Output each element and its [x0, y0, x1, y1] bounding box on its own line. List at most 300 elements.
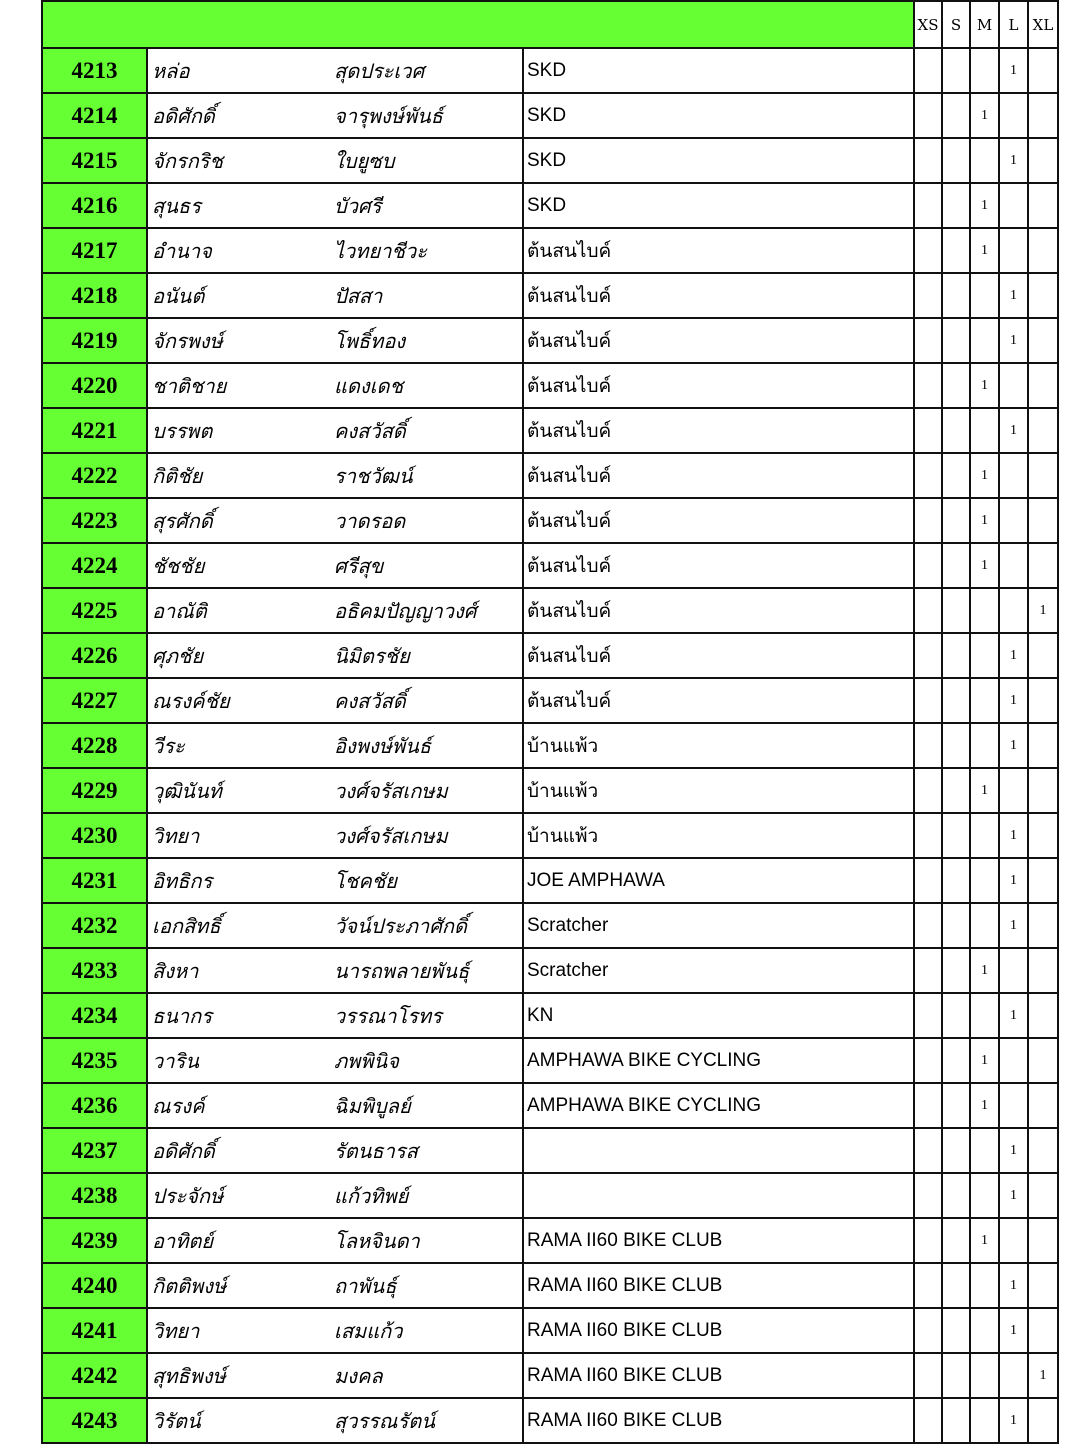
size-m-cell [970, 273, 999, 318]
table-row [42, 588, 1058, 633]
first-name: ณรงค์ [147, 1083, 334, 1128]
size-xl-cell [1028, 138, 1058, 183]
size-xs-cell [914, 498, 942, 543]
size-xs-cell [914, 1218, 942, 1263]
bib-number: 4225 [42, 588, 147, 633]
size-l-cell [999, 1083, 1028, 1128]
size-xl-cell [1028, 543, 1058, 588]
size-l-cell: 1 [999, 273, 1028, 318]
size-m-cell: 1 [970, 1038, 999, 1083]
size-l-cell: 1 [999, 1128, 1028, 1173]
last-name: คงสวัสดิ์ [334, 408, 523, 453]
bib-number: 4224 [42, 543, 147, 588]
bib-number: 4214 [42, 93, 147, 138]
size-xl-cell [1028, 903, 1058, 948]
size-l-cell [999, 183, 1028, 228]
last-name: วรรณาโรทร [334, 993, 523, 1038]
table-row [42, 228, 1058, 273]
size-xs-cell [914, 948, 942, 993]
size-xl-cell [1028, 948, 1058, 993]
size-xs-cell [914, 318, 942, 363]
size-header-m: M [970, 1, 999, 48]
bib-number: 4237 [42, 1128, 147, 1173]
table-row [42, 453, 1058, 498]
size-xl-cell [1028, 1128, 1058, 1173]
size-xl-cell [1028, 1263, 1058, 1308]
bib-number: 4223 [42, 498, 147, 543]
first-name: อดิศักดิ์ [147, 93, 334, 138]
first-name: สุรศักดิ์ [147, 498, 334, 543]
size-l-cell [999, 93, 1028, 138]
first-name: อนันต์ [147, 273, 334, 318]
first-name: อำนาจ [147, 228, 334, 273]
last-name: จารุพงษ์พันธ์ [334, 93, 523, 138]
first-name: สุทธิพงษ์ [147, 1353, 334, 1398]
size-l-cell: 1 [999, 1173, 1028, 1218]
table-row [42, 633, 1058, 678]
bib-number: 4239 [42, 1218, 147, 1263]
table-row [42, 993, 1058, 1038]
size-xs-cell [914, 363, 942, 408]
first-name: ชาติชาย [147, 363, 334, 408]
table-row [42, 948, 1058, 993]
bib-number: 4228 [42, 723, 147, 768]
size-l-cell: 1 [999, 858, 1028, 903]
size-l-cell: 1 [999, 903, 1028, 948]
size-l-cell [999, 453, 1028, 498]
club-name: บ้านแพ้ว [523, 723, 914, 768]
size-l-cell: 1 [999, 138, 1028, 183]
size-s-cell [942, 318, 970, 363]
size-m-cell [970, 678, 999, 723]
size-l-cell: 1 [999, 723, 1028, 768]
size-l-cell: 1 [999, 1398, 1028, 1443]
first-name: วิทยา [147, 813, 334, 858]
size-xl-cell [1028, 1038, 1058, 1083]
size-l-cell: 1 [999, 318, 1028, 363]
size-l-cell [999, 1353, 1028, 1398]
size-xl-cell [1028, 1173, 1058, 1218]
size-s-cell [942, 183, 970, 228]
club-name: KN [523, 993, 914, 1038]
table-row [42, 723, 1058, 768]
first-name: ณรงค์ชัย [147, 678, 334, 723]
last-name: เสมแก้ว [334, 1308, 523, 1353]
size-xl-cell [1028, 1218, 1058, 1263]
size-xs-cell [914, 1398, 942, 1443]
bib-number: 4234 [42, 993, 147, 1038]
bib-number: 4216 [42, 183, 147, 228]
size-s-cell [942, 228, 970, 273]
bib-number: 4220 [42, 363, 147, 408]
size-m-cell [970, 138, 999, 183]
club-name: RAMA II60 BIKE CLUB [523, 1263, 914, 1308]
size-xs-cell [914, 1308, 942, 1353]
last-name: มงคล [334, 1353, 523, 1398]
first-name: หล่อ [147, 48, 334, 93]
last-name: วัจน์ประภาศักดิ์ [334, 903, 523, 948]
size-s-cell [942, 678, 970, 723]
last-name: อธิคมปัญญาวงศ์ [334, 588, 523, 633]
bib-number: 4221 [42, 408, 147, 453]
first-name: วาริน [147, 1038, 334, 1083]
club-name: RAMA II60 BIKE CLUB [523, 1353, 914, 1398]
club-name: SKD [523, 183, 914, 228]
last-name: โพธิ์ทอง [334, 318, 523, 363]
club-name: ต้นสนไบค์ [523, 498, 914, 543]
first-name: จักรกริช [147, 138, 334, 183]
size-m-cell [970, 1173, 999, 1218]
bib-number: 4217 [42, 228, 147, 273]
size-l-cell: 1 [999, 678, 1028, 723]
bib-number: 4226 [42, 633, 147, 678]
size-xs-cell [914, 93, 942, 138]
size-xs-cell [914, 408, 942, 453]
first-name: ชัชชัย [147, 543, 334, 588]
size-m-cell: 1 [970, 93, 999, 138]
size-l-cell [999, 948, 1028, 993]
bib-number: 4236 [42, 1083, 147, 1128]
bib-number: 4235 [42, 1038, 147, 1083]
size-s-cell [942, 1083, 970, 1128]
size-m-cell [970, 1263, 999, 1308]
last-name: ราชวัฒน์ [334, 453, 523, 498]
club-name: บ้านแพ้ว [523, 768, 914, 813]
last-name: แดงเดช [334, 363, 523, 408]
size-m-cell [970, 318, 999, 363]
table-row [42, 1308, 1058, 1353]
last-name: วงศ์จรัสเกษม [334, 813, 523, 858]
club-name: RAMA II60 BIKE CLUB [523, 1218, 914, 1263]
size-xs-cell [914, 138, 942, 183]
table-row [42, 93, 1058, 138]
size-l-cell: 1 [999, 993, 1028, 1038]
club-name [523, 1173, 914, 1218]
first-name: วีระ [147, 723, 334, 768]
bib-number: 4229 [42, 768, 147, 813]
table-row [42, 543, 1058, 588]
size-xs-cell [914, 903, 942, 948]
size-s-cell [942, 993, 970, 1038]
size-xs-cell [914, 723, 942, 768]
last-name: ปัสสา [334, 273, 523, 318]
size-xl-cell [1028, 1308, 1058, 1353]
size-s-cell [942, 1128, 970, 1173]
size-header-xs: XS [914, 1, 942, 48]
size-l-cell: 1 [999, 633, 1028, 678]
club-name: ต้นสนไบค์ [523, 363, 914, 408]
size-xl-cell [1028, 858, 1058, 903]
last-name: วงศ์จรัสเกษม [334, 768, 523, 813]
size-xs-cell [914, 1083, 942, 1128]
size-m-cell: 1 [970, 453, 999, 498]
last-name: รัตนธารส [334, 1128, 523, 1173]
table-row [42, 678, 1058, 723]
size-s-cell [942, 588, 970, 633]
table-row [42, 318, 1058, 363]
size-m-cell [970, 633, 999, 678]
size-xs-cell [914, 993, 942, 1038]
table-row [42, 48, 1058, 93]
size-s-cell [942, 948, 970, 993]
last-name: โชคชัย [334, 858, 523, 903]
size-s-cell [942, 1263, 970, 1308]
size-xl-cell [1028, 48, 1058, 93]
table-row [42, 858, 1058, 903]
size-xs-cell [914, 813, 942, 858]
size-m-cell: 1 [970, 768, 999, 813]
size-xs-cell [914, 633, 942, 678]
bib-number: 4240 [42, 1263, 147, 1308]
club-name: SKD [523, 93, 914, 138]
size-m-cell: 1 [970, 498, 999, 543]
bib-number: 4243 [42, 1398, 147, 1443]
size-xs-cell [914, 228, 942, 273]
size-xl-cell [1028, 93, 1058, 138]
table-row [42, 1263, 1058, 1308]
last-name: บัวศรี [334, 183, 523, 228]
club-name: ต้นสนไบค์ [523, 588, 914, 633]
size-m-cell [970, 48, 999, 93]
size-l-cell [999, 228, 1028, 273]
first-name: กิติชัย [147, 453, 334, 498]
club-name: ต้นสนไบค์ [523, 543, 914, 588]
bib-number: 4238 [42, 1173, 147, 1218]
table-row [42, 903, 1058, 948]
size-l-cell [999, 543, 1028, 588]
size-l-cell [999, 768, 1028, 813]
last-name: โลหจินดา [334, 1218, 523, 1263]
size-s-cell [942, 1218, 970, 1263]
bib-number: 4242 [42, 1353, 147, 1398]
club-name: AMPHAWA BIKE CYCLING [523, 1083, 914, 1128]
size-xs-cell [914, 588, 942, 633]
size-xl-cell [1028, 183, 1058, 228]
size-s-cell [942, 273, 970, 318]
first-name: อิทธิกร [147, 858, 334, 903]
size-xl-cell [1028, 363, 1058, 408]
table-row [42, 408, 1058, 453]
last-name: ไวทยาชีวะ [334, 228, 523, 273]
first-name: วุฒินันท์ [147, 768, 334, 813]
club-name: ต้นสนไบค์ [523, 678, 914, 723]
size-xl-cell [1028, 498, 1058, 543]
size-header-s: S [942, 1, 970, 48]
bib-number: 4215 [42, 138, 147, 183]
size-s-cell [942, 768, 970, 813]
club-name: ต้นสนไบค์ [523, 633, 914, 678]
bib-number: 4218 [42, 273, 147, 318]
club-name: Scratcher [523, 903, 914, 948]
table-row [42, 363, 1058, 408]
size-s-cell [942, 543, 970, 588]
size-l-cell [999, 363, 1028, 408]
club-name: ต้นสนไบค์ [523, 453, 914, 498]
size-xl-cell [1028, 768, 1058, 813]
table-row [42, 1173, 1058, 1218]
size-m-cell: 1 [970, 363, 999, 408]
registration-table [41, 0, 1059, 1444]
size-s-cell [942, 48, 970, 93]
header-row [42, 1, 1058, 48]
size-m-cell: 1 [970, 183, 999, 228]
size-xs-cell [914, 858, 942, 903]
size-s-cell [942, 138, 970, 183]
size-s-cell [942, 1398, 970, 1443]
size-s-cell [942, 453, 970, 498]
size-xl-cell [1028, 453, 1058, 498]
size-header-xl: XL [1028, 1, 1058, 48]
size-xl-cell [1028, 723, 1058, 768]
last-name: ฉิมพิบูลย์ [334, 1083, 523, 1128]
size-m-cell [970, 813, 999, 858]
size-m-cell [970, 1353, 999, 1398]
first-name: ธนากร [147, 993, 334, 1038]
first-name: อาทิตย์ [147, 1218, 334, 1263]
bib-number: 4232 [42, 903, 147, 948]
size-m-cell [970, 588, 999, 633]
first-name: อาณัติ [147, 588, 334, 633]
first-name: ศุภชัย [147, 633, 334, 678]
bib-number: 4231 [42, 858, 147, 903]
first-name: บรรพต [147, 408, 334, 453]
table-row [42, 768, 1058, 813]
size-m-cell: 1 [970, 543, 999, 588]
size-l-cell: 1 [999, 48, 1028, 93]
size-s-cell [942, 93, 970, 138]
size-m-cell [970, 993, 999, 1038]
size-xl-cell [1028, 273, 1058, 318]
size-s-cell [942, 1173, 970, 1218]
first-name: ประจักษ์ [147, 1173, 334, 1218]
size-xs-cell [914, 768, 942, 813]
size-xs-cell [914, 183, 942, 228]
size-m-cell [970, 903, 999, 948]
size-l-cell: 1 [999, 1263, 1028, 1308]
size-xl-cell [1028, 1398, 1058, 1443]
size-xs-cell [914, 543, 942, 588]
last-name: ศรีสุข [334, 543, 523, 588]
last-name: ภพพินิจ [334, 1038, 523, 1083]
bib-number: 4227 [42, 678, 147, 723]
club-name: RAMA II60 BIKE CLUB [523, 1308, 914, 1353]
table-row [42, 183, 1058, 228]
last-name: แก้วทิพย์ [334, 1173, 523, 1218]
size-s-cell [942, 1038, 970, 1083]
last-name: ถาพันธุ์ [334, 1263, 523, 1308]
last-name: วาดรอด [334, 498, 523, 543]
first-name: วิทยา [147, 1308, 334, 1353]
size-s-cell [942, 633, 970, 678]
bib-number: 4233 [42, 948, 147, 993]
last-name: สุวรรณรัตน์ [334, 1398, 523, 1443]
size-s-cell [942, 903, 970, 948]
size-xl-cell [1028, 408, 1058, 453]
size-m-cell [970, 408, 999, 453]
first-name: เอกสิทธิ์ [147, 903, 334, 948]
club-name: ต้นสนไบค์ [523, 318, 914, 363]
size-l-cell [999, 588, 1028, 633]
table-row [42, 1398, 1058, 1443]
size-xs-cell [914, 1038, 942, 1083]
size-s-cell [942, 858, 970, 903]
last-name: คงสวัสดิ์ [334, 678, 523, 723]
size-m-cell: 1 [970, 948, 999, 993]
first-name: จักรพงษ์ [147, 318, 334, 363]
club-name: บ้านแพ้ว [523, 813, 914, 858]
size-m-cell [970, 1398, 999, 1443]
size-m-cell: 1 [970, 1218, 999, 1263]
table-row [42, 498, 1058, 543]
size-xs-cell [914, 273, 942, 318]
table-row [42, 1218, 1058, 1263]
club-name: RAMA II60 BIKE CLUB [523, 1398, 914, 1443]
size-xs-cell [914, 1353, 942, 1398]
size-xl-cell [1028, 228, 1058, 273]
size-l-cell [999, 498, 1028, 543]
size-xl-cell [1028, 1083, 1058, 1128]
size-xl-cell: 1 [1028, 1353, 1058, 1398]
club-name: SKD [523, 138, 914, 183]
size-xl-cell [1028, 678, 1058, 723]
size-xs-cell [914, 453, 942, 498]
size-s-cell [942, 1308, 970, 1353]
size-m-cell: 1 [970, 1083, 999, 1128]
size-xs-cell [914, 678, 942, 723]
bib-number: 4219 [42, 318, 147, 363]
bib-number: 4213 [42, 48, 147, 93]
table-row [42, 813, 1058, 858]
size-m-cell [970, 1308, 999, 1353]
first-name: อดิศักดิ์ [147, 1128, 334, 1173]
size-s-cell [942, 813, 970, 858]
size-xl-cell [1028, 318, 1058, 363]
club-name: AMPHAWA BIKE CYCLING [523, 1038, 914, 1083]
size-s-cell [942, 363, 970, 408]
size-m-cell [970, 1128, 999, 1173]
size-m-cell: 1 [970, 228, 999, 273]
size-xs-cell [914, 1128, 942, 1173]
last-name: นิมิตรชัย [334, 633, 523, 678]
club-name: Scratcher [523, 948, 914, 993]
last-name: สุดประเวศ [334, 48, 523, 93]
table-row [42, 273, 1058, 318]
first-name: สิงหา [147, 948, 334, 993]
table-row [42, 138, 1058, 183]
size-s-cell [942, 1353, 970, 1398]
size-xl-cell: 1 [1028, 588, 1058, 633]
club-name: ต้นสนไบค์ [523, 228, 914, 273]
club-name: JOE AMPHAWA [523, 858, 914, 903]
size-l-cell [999, 1218, 1028, 1263]
club-name: SKD [523, 48, 914, 93]
table-row [42, 1038, 1058, 1083]
size-s-cell [942, 723, 970, 768]
first-name: สุนธร [147, 183, 334, 228]
size-s-cell [942, 408, 970, 453]
size-header-l: L [999, 1, 1028, 48]
size-xl-cell [1028, 633, 1058, 678]
table-row [42, 1083, 1058, 1128]
table-row [42, 1128, 1058, 1173]
size-s-cell [942, 498, 970, 543]
header-banner [42, 1, 914, 48]
size-l-cell: 1 [999, 1308, 1028, 1353]
size-m-cell [970, 858, 999, 903]
first-name: วิรัตน์ [147, 1398, 334, 1443]
club-name [523, 1128, 914, 1173]
size-xl-cell [1028, 993, 1058, 1038]
